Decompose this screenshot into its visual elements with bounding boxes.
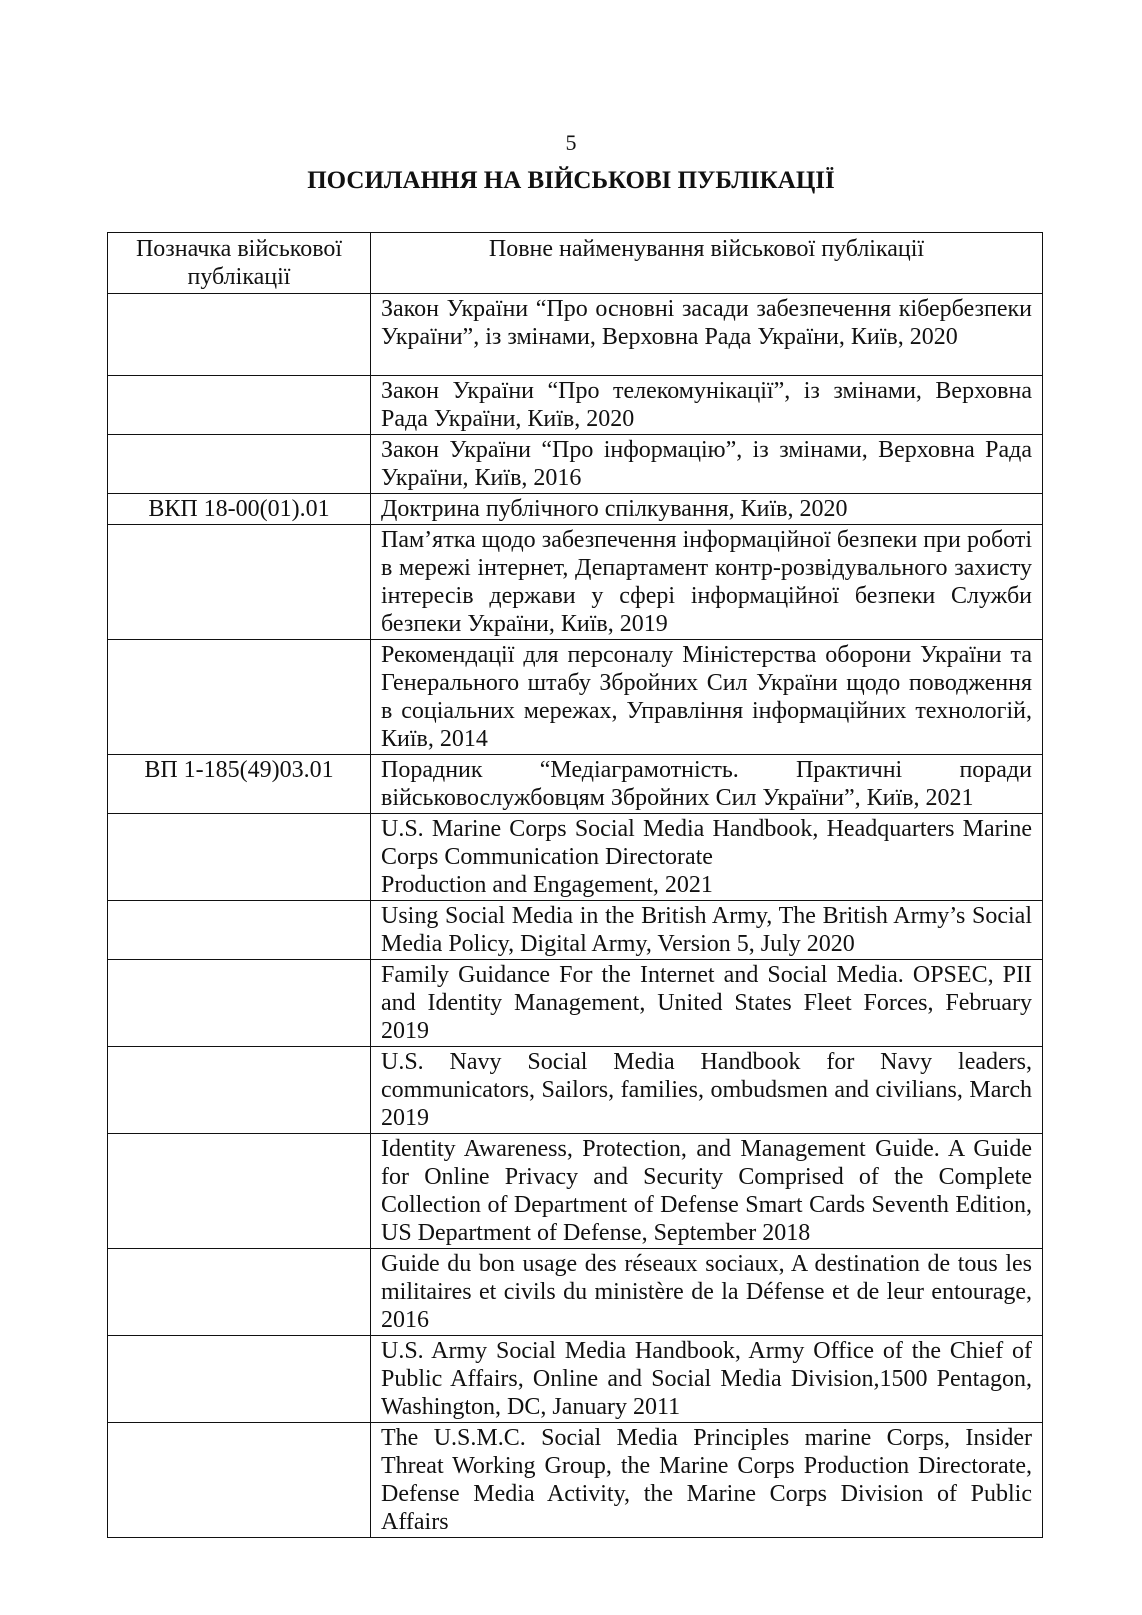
row-title: Family Guidance For the Internet and Social Media. OPSEC, PII and Identity Management, United States Fleet Forces, February 2019 [371,960,1043,1047]
table-row [108,435,1043,494]
row-code [108,1336,371,1423]
row-code [108,435,371,494]
row-title: U.S. Navy Social Media Handbook for Navy leaders, communicators, Sailors, families, ombudsmen and civilians, March 2019 [371,1047,1043,1134]
row-code [108,640,371,755]
table-row [108,1336,1043,1423]
row-code [108,1423,371,1538]
row-code [108,1134,371,1249]
row-code: ВП 1-185(49)03.01 [108,755,371,814]
header-full-title: Повне найменування військової публікації [371,233,1043,294]
table-row [108,901,1043,960]
row-title: Using Social Media in the British Army, The British Army’s Social Media Policy, Digital Army, Version 5, July 2020 [371,901,1043,960]
row-title: The U.S.M.C. Social Media Principles marine Corps, Insider Threat Working Group, the Marine Corps Production Directorate, Defense Media Activity, the Marine Corps Division of Public Affairs [371,1423,1043,1538]
row-title: Пам’ятка щодо забезпечення інформаційної безпеки при роботі в мережі інтернет, Департамент контр-розвідувального захисту інтересів держави у сфері інформаційної безпеки Служби безпеки України, Київ, 2019 [371,525,1043,640]
table-row [108,1134,1043,1249]
row-code [108,960,371,1047]
publications-table [107,232,1043,1538]
table-row [108,525,1043,640]
table-row [108,294,1043,376]
row-title: U.S. Marine Corps Social Media Handbook, Headquarters Marine Corps Communication Directorate [381,816,1032,870]
row-code [108,376,371,435]
row-code: ВКП 18-00(01).01 [108,494,371,525]
row-code [108,901,371,960]
row-title: Закон України “Про інформацію”, із змінами, Верховна Рада України, Київ, 2016 [371,435,1043,494]
row-title: U.S. Army Social Media Handbook, Army Office of the Chief of Public Affairs, Online and Social Media Division,1500 Pentagon, Washington, DC, January 2011 [371,1336,1043,1423]
table-row [108,755,1043,814]
row-code [108,525,371,640]
table-row [108,640,1043,755]
page-title: ПОСИЛАННЯ НА ВІЙСЬКОВІ ПУБЛІКАЦІЇ [307,167,835,194]
row-code [108,1249,371,1336]
row-title-cell [371,814,1043,901]
page-number: 5 [565,130,577,155]
row-title: Порадник “Медіаграмотність. Практичні поради військовослужбовцям Збройних Сил України”, Київ, 2021 [371,755,1043,814]
table-row [108,494,1043,525]
row-title: Рекомендації для персоналу Міністерства оборони України та Генерального штабу Збройних Сил України щодо поводження в соціальних мережах, Управління інформаційних технологій, Київ, 2014 [371,640,1043,755]
table-row [108,1423,1043,1538]
table-header-row [108,233,1043,294]
row-code [108,814,371,901]
row-title: Identity Awareness, Protection, and Management Guide. A Guide for Online Privacy and Security Comprised of the Complete Collection of Department of Defense Smart Cards Seventh Edition, US Department of Defense, September 2018 [371,1134,1043,1249]
table-row [108,960,1043,1047]
table-row [108,376,1043,435]
table-row [108,1249,1043,1336]
row-title: Guide du bon usage des réseaux sociaux, A destination de tous les militaires et civils du ministère de la Défense et de leur entourage, 2016 [371,1249,1043,1336]
table-row [108,1047,1043,1134]
row-title: Доктрина публічного спілкування, Київ, 2020 [371,494,1043,525]
row-code [108,294,371,376]
table-row [108,814,1043,901]
row-title-continuation: Production and Engagement, 2021 [381,872,713,898]
row-title: Закон України “Про основні засади забезпечення кібербезпеки України”, із змінами, Верховна Рада України, Київ, 2020 [371,294,1043,376]
header-designation: Позначка військової публікації [108,233,371,294]
row-code [108,1047,371,1134]
row-title: Закон України “Про телекомунікації”, із змінами, Верховна Рада України, Київ, 2020 [371,376,1043,435]
